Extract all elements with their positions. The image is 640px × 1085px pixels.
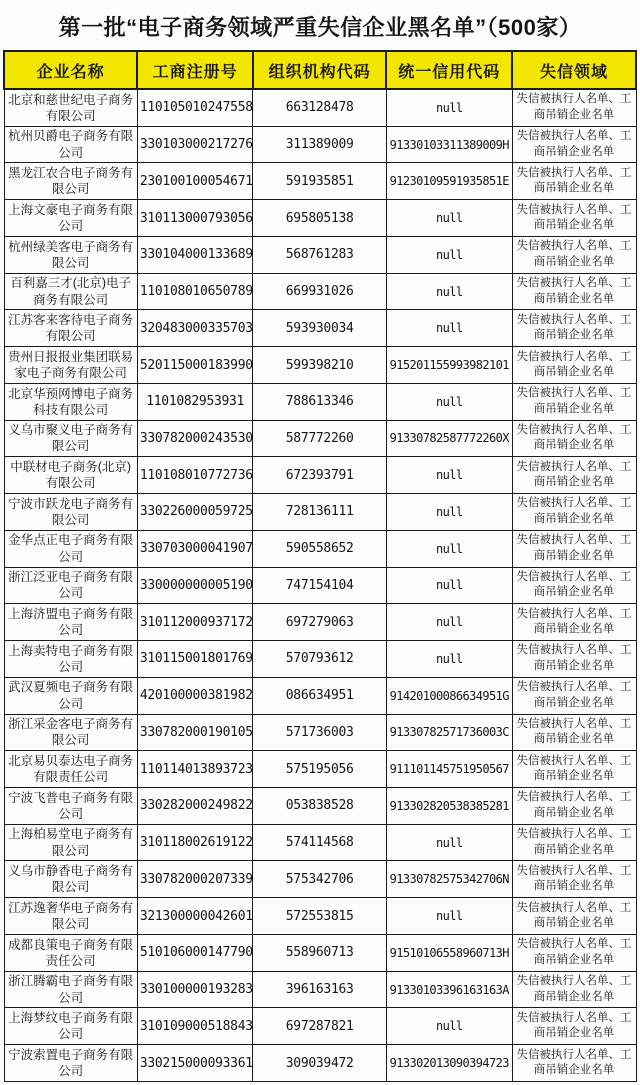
company-name-cell: 上海文豪电子商务有限公司	[4, 200, 137, 237]
registration-no-cell: 320483000335703	[137, 310, 253, 347]
dishonesty-field-cell: 失信被执行人名单、工商吊销企业名单	[512, 1045, 636, 1082]
credit-code-cell: 913302013090394723	[386, 1045, 512, 1082]
org-code-cell: 558960713	[253, 934, 386, 971]
credit-code-cell: null	[386, 310, 512, 347]
dishonesty-field-cell: 失信被执行人名单、工商吊销企业名单	[512, 604, 636, 641]
org-code-cell: 599398210	[253, 347, 386, 384]
dishonesty-field-cell: 失信被执行人名单、工商吊销企业名单	[512, 347, 636, 384]
company-name-cell: 上海卖特电子商务有限公司	[4, 641, 137, 678]
table-row	[4, 604, 636, 641]
dishonesty-field-cell: 失信被执行人名单、工商吊销企业名单	[512, 89, 636, 126]
table-row	[4, 714, 636, 751]
org-code-cell: 568761283	[253, 236, 386, 273]
registration-no-cell: 310109000518843	[137, 1008, 253, 1045]
registration-no-cell: 330282000249822	[137, 787, 253, 824]
org-code-cell: 697287821	[253, 1008, 386, 1045]
credit-code-cell: 915201155993982101	[386, 347, 512, 384]
org-code-cell: 590558652	[253, 530, 386, 567]
credit-code-cell: null	[386, 273, 512, 310]
table-row	[4, 1008, 636, 1045]
registration-no-cell: 110105010247558	[137, 89, 253, 126]
table-row	[4, 898, 636, 935]
dishonesty-field-cell: 失信被执行人名单、工商吊销企业名单	[512, 641, 636, 678]
registration-no-cell: 330782000190105	[137, 714, 253, 751]
column-header-dishonesty-field: 失信领域	[512, 51, 636, 89]
dishonesty-field-cell: 失信被执行人名单、工商吊销企业名单	[512, 310, 636, 347]
table-row	[4, 236, 636, 273]
dishonesty-field-cell: 失信被执行人名单、工商吊销企业名单	[512, 861, 636, 898]
credit-code-cell: null	[386, 89, 512, 126]
org-code-cell: 663128478	[253, 89, 386, 126]
column-header-registration-no: 工商注册号	[137, 51, 253, 89]
credit-code-cell: null	[386, 604, 512, 641]
credit-code-cell: null	[386, 200, 512, 237]
org-code-cell: 053838528	[253, 787, 386, 824]
org-code-cell: 788613346	[253, 383, 386, 420]
credit-code-cell: null	[386, 383, 512, 420]
table-row	[4, 971, 636, 1008]
company-name-cell: 义乌市静香电子商务有限公司	[4, 861, 137, 898]
org-code-cell: 591935851	[253, 163, 386, 200]
dishonesty-field-cell: 失信被执行人名单、工商吊销企业名单	[512, 971, 636, 1008]
dishonesty-field-cell: 失信被执行人名单、工商吊销企业名单	[512, 420, 636, 457]
org-code-cell: 697279063	[253, 604, 386, 641]
table-row	[4, 567, 636, 604]
credit-code-cell: 91420100086634951G	[386, 677, 512, 714]
page-title: 第一批“电子商务领域严重失信企业黑名单”（500家）	[58, 15, 582, 40]
org-code-cell: 587772260	[253, 420, 386, 457]
registration-no-cell: 330226000059725	[137, 494, 253, 531]
column-header-company-name: 企业名称	[4, 51, 137, 89]
company-name-cell: 北京华预网博电子商务科技有限公司	[4, 383, 137, 420]
company-name-cell: 贵州日报报业集团联易家电子商务有限公司	[4, 347, 137, 384]
registration-no-cell: 110114013893723	[137, 751, 253, 788]
company-name-cell: 武汉夏频电子商务有限公司	[4, 677, 137, 714]
company-name-cell: 宁波市跃龙电子商务有限公司	[4, 494, 137, 531]
table-row	[4, 934, 636, 971]
company-name-cell: 江苏客来客待电子商务有限公司	[4, 310, 137, 347]
table-row	[4, 347, 636, 384]
registration-no-cell: 420100000381982	[137, 677, 253, 714]
credit-code-cell: 911101145751950567	[386, 751, 512, 788]
table-row	[4, 126, 636, 163]
registration-no-cell: 110108010772736	[137, 457, 253, 494]
dishonesty-field-cell: 失信被执行人名单、工商吊销企业名单	[512, 163, 636, 200]
registration-no-cell: 330782000243530	[137, 420, 253, 457]
org-code-cell: 575195056	[253, 751, 386, 788]
org-code-cell: 571736003	[253, 714, 386, 751]
company-name-cell: 杭州绿美客电子商务有限公司	[4, 236, 137, 273]
credit-code-cell: 91330103396163163A	[386, 971, 512, 1008]
dishonesty-field-cell: 失信被执行人名单、工商吊销企业名单	[512, 200, 636, 237]
dishonesty-field-cell: 失信被执行人名单、工商吊销企业名单	[512, 934, 636, 971]
company-name-cell: 百利嘉三才(北京)电子商务有限公司	[4, 273, 137, 310]
org-code-cell: 695805138	[253, 200, 386, 237]
org-code-cell: 575342706	[253, 861, 386, 898]
table-body	[4, 89, 636, 1082]
org-code-cell: 574114568	[253, 824, 386, 861]
table-row	[4, 273, 636, 310]
table-row	[4, 1045, 636, 1082]
credit-code-cell: null	[386, 1008, 512, 1045]
dishonesty-field-cell: 失信被执行人名单、工商吊销企业名单	[512, 787, 636, 824]
dishonesty-field-cell: 失信被执行人名单、工商吊销企业名单	[512, 494, 636, 531]
credit-code-cell: 91230109591935851E	[386, 163, 512, 200]
credit-code-cell: 91510106558960713H	[386, 934, 512, 971]
registration-no-cell: 330103000217276	[137, 126, 253, 163]
table-row	[4, 494, 636, 531]
registration-no-cell: 1101082953931	[137, 383, 253, 420]
org-code-cell: 728136111	[253, 494, 386, 531]
company-name-cell: 北京和慈世纪电子商务有限公司	[4, 89, 137, 126]
org-code-cell: 669931026	[253, 273, 386, 310]
registration-no-cell: 230100100054671	[137, 163, 253, 200]
table-row	[4, 163, 636, 200]
company-name-cell: 江苏逸奢华电子商务有限公司	[4, 898, 137, 935]
credit-code-cell: null	[386, 494, 512, 531]
company-name-cell: 浙江泛亚电子商务有限公司	[4, 567, 137, 604]
registration-no-cell: 330703000041907	[137, 530, 253, 567]
credit-code-cell: null	[386, 824, 512, 861]
credit-code-cell: null	[386, 236, 512, 273]
org-code-cell: 396163163	[253, 971, 386, 1008]
dishonesty-field-cell: 失信被执行人名单、工商吊销企业名单	[512, 1008, 636, 1045]
credit-code-cell: 91330782587772260X	[386, 420, 512, 457]
org-code-cell: 570793612	[253, 641, 386, 678]
dishonesty-field-cell: 失信被执行人名单、工商吊销企业名单	[512, 677, 636, 714]
credit-code-cell: null	[386, 641, 512, 678]
dishonesty-field-cell: 失信被执行人名单、工商吊销企业名单	[512, 383, 636, 420]
registration-no-cell: 321300000042601	[137, 898, 253, 935]
registration-no-cell: 330782000207339	[137, 861, 253, 898]
dishonesty-field-cell: 失信被执行人名单、工商吊销企业名单	[512, 236, 636, 273]
table-header-row	[4, 51, 636, 89]
company-name-cell: 北京易贝泰达电子商务有限责任公司	[4, 751, 137, 788]
table-row	[4, 641, 636, 678]
dishonesty-field-cell: 失信被执行人名单、工商吊销企业名单	[512, 126, 636, 163]
column-header-credit-code: 统一信用代码	[386, 51, 512, 89]
company-name-cell: 成都良策电子商务有限责任公司	[4, 934, 137, 971]
org-code-cell: 086634951	[253, 677, 386, 714]
registration-no-cell: 510106000147790	[137, 934, 253, 971]
company-name-cell: 上海梦纹电子商务有限公司	[4, 1008, 137, 1045]
table-row	[4, 677, 636, 714]
registration-no-cell: 310112000937172	[137, 604, 253, 641]
dishonesty-field-cell: 失信被执行人名单、工商吊销企业名单	[512, 457, 636, 494]
company-name-cell: 浙江采金客电子商务有限公司	[4, 714, 137, 751]
company-name-cell: 宁波飞普电子商务有限公司	[4, 787, 137, 824]
credit-code-cell: 913302820538385281	[386, 787, 512, 824]
registration-no-cell: 330000000005190	[137, 567, 253, 604]
org-code-cell: 311389009	[253, 126, 386, 163]
company-name-cell: 义乌市聚义电子商务有限公司	[4, 420, 137, 457]
dishonesty-field-cell: 失信被执行人名单、工商吊销企业名单	[512, 273, 636, 310]
credit-code-cell: 91330103311389009H	[386, 126, 512, 163]
company-name-cell: 杭州贝爵电子商务有限公司	[4, 126, 137, 163]
company-name-cell: 中联材电子商务(北京)有限公司	[4, 457, 137, 494]
credit-code-cell: null	[386, 898, 512, 935]
dishonesty-field-cell: 失信被执行人名单、工商吊销企业名单	[512, 898, 636, 935]
dishonesty-field-cell: 失信被执行人名单、工商吊销企业名单	[512, 824, 636, 861]
company-name-cell: 上海济盟电子商务有限公司	[4, 604, 137, 641]
registration-no-cell: 310118002619122	[137, 824, 253, 861]
dishonesty-field-cell: 失信被执行人名单、工商吊销企业名单	[512, 714, 636, 751]
registration-no-cell: 110108010650789	[137, 273, 253, 310]
credit-code-cell: null	[386, 567, 512, 604]
column-header-org-code: 组织机构代码	[253, 51, 386, 89]
company-name-cell: 浙江腾霸电子商务有限公司	[4, 971, 137, 1008]
credit-code-cell: 91330782575342706N	[386, 861, 512, 898]
company-name-cell: 上海柏易堂电子商务有限公司	[4, 824, 137, 861]
org-code-cell: 672393791	[253, 457, 386, 494]
table-row	[4, 420, 636, 457]
table-row	[4, 310, 636, 347]
registration-no-cell: 310115001801769	[137, 641, 253, 678]
org-code-cell: 747154104	[253, 567, 386, 604]
org-code-cell: 593930034	[253, 310, 386, 347]
dishonesty-field-cell: 失信被执行人名单、工商吊销企业名单	[512, 530, 636, 567]
dishonesty-field-cell: 失信被执行人名单、工商吊销企业名单	[512, 567, 636, 604]
table-row	[4, 751, 636, 788]
company-name-cell: 金华点正电子商务有限公司	[4, 530, 137, 567]
credit-code-cell: null	[386, 530, 512, 567]
registration-no-cell: 310113000793056	[137, 200, 253, 237]
registration-no-cell: 330215000093361	[137, 1045, 253, 1082]
registration-no-cell: 330104000133689	[137, 236, 253, 273]
company-name-cell: 黑龙江农合电子商务有限公司	[4, 163, 137, 200]
org-code-cell: 309039472	[253, 1045, 386, 1082]
table-row	[4, 824, 636, 861]
table-row	[4, 457, 636, 494]
table-row	[4, 861, 636, 898]
org-code-cell: 572553815	[253, 898, 386, 935]
registration-no-cell: 330100000193283	[137, 971, 253, 1008]
credit-code-cell: null	[386, 457, 512, 494]
table-row	[4, 383, 636, 420]
table-row	[4, 89, 636, 126]
company-name-cell: 宁波索置电子商务有限公司	[4, 1045, 137, 1082]
blacklist-table	[3, 50, 637, 1082]
table-row	[4, 200, 636, 237]
credit-code-cell: 91330782571736003C	[386, 714, 512, 751]
dishonesty-field-cell: 失信被执行人名单、工商吊销企业名单	[512, 751, 636, 788]
table-row	[4, 530, 636, 567]
table-row	[4, 787, 636, 824]
registration-no-cell: 520115000183990	[137, 347, 253, 384]
